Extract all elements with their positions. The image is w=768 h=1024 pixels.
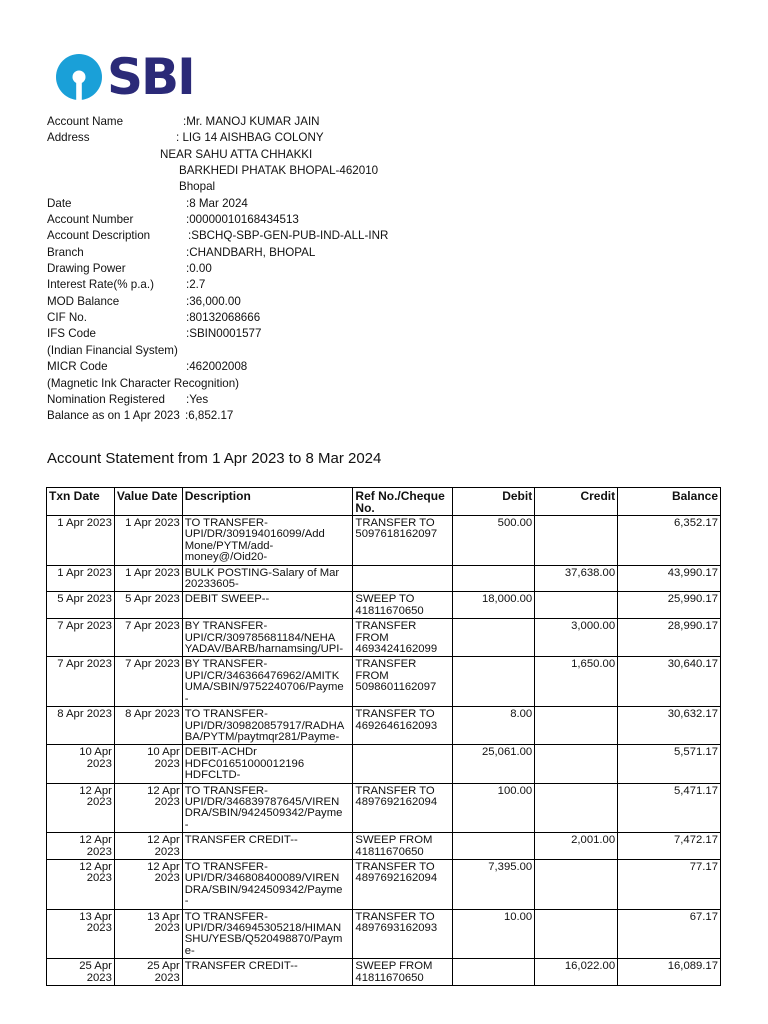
header-balance: Balance (618, 488, 721, 516)
table-row (47, 833, 721, 860)
header-description: Description (182, 488, 353, 516)
cell-line: TO TRANSFER- (184, 910, 268, 923)
cell-txn-date: 7 Apr 2023 (47, 619, 115, 657)
cell-value-date: 8 Apr 2023 (114, 707, 182, 745)
table-row (47, 909, 721, 959)
cell-txn-date (47, 859, 115, 909)
cell-line: TRANSFER CREDIT-- (184, 834, 298, 847)
cell-debit (453, 657, 535, 707)
cell-line: 4897692162094 (355, 872, 438, 885)
header-debit: Debit (453, 488, 535, 516)
cell-line: TRANSFER TO (355, 784, 435, 797)
cell-value-date: 7 Apr 2023 (114, 657, 182, 707)
account-info-label: MOD Balance (47, 294, 120, 308)
cell-value-date: 7 Apr 2023 (114, 619, 182, 657)
table-row (47, 783, 721, 833)
cell-ref-no (353, 592, 453, 619)
cell-ref-no (353, 657, 453, 707)
cell-line: DRA/SBIN/9424509342/Payme (184, 883, 343, 896)
cell-line: TRANSFER TO (355, 517, 435, 529)
cell-line: TO TRANSFER- (184, 708, 268, 721)
table-row (47, 619, 721, 657)
account-info-label: MICR Code (47, 360, 108, 374)
cell-line: TRANSFER (355, 620, 417, 633)
cell-ref-no (353, 833, 453, 860)
cell-line: 2023 (154, 845, 180, 858)
cell-line: - (184, 818, 189, 831)
table-row (47, 959, 721, 986)
cell-line: FROM (355, 631, 389, 644)
account-info-label: (Magnetic Ink Character Recognition) (47, 376, 240, 390)
cell-line: UPI/DR/346839787645/VIREN (184, 795, 340, 808)
cell-line: 12 Apr (79, 784, 112, 797)
cell-value-date (114, 859, 182, 909)
cell-balance: 30,640.17 (618, 657, 721, 707)
account-info-value: :2.7 (186, 278, 206, 292)
cell-credit (535, 592, 618, 619)
cell-line: 2023 (86, 757, 112, 770)
cell-line: 41811670650 (355, 971, 424, 984)
cell-credit: 1,650.00 (535, 657, 618, 707)
cell-line: TRANSFER TO (355, 910, 435, 923)
cell-description (182, 783, 353, 833)
account-info-value: : LIG 14 AISHBAG COLONY (176, 131, 324, 145)
cell-debit: 7,395.00 (453, 859, 535, 909)
cell-line: SWEEP TO (355, 593, 415, 606)
table-header-row (47, 488, 721, 516)
account-info-value: :CHANDBARH, BHOPAL (186, 245, 316, 259)
cell-line: 20233605- (184, 578, 239, 591)
cell-balance: 5,471.17 (618, 783, 721, 833)
account-info-value: :0.00 (186, 262, 212, 276)
cell-line: 2023 (154, 872, 180, 885)
table-row (47, 707, 721, 745)
cell-credit (535, 516, 618, 566)
cell-line: 2023 (86, 922, 112, 934)
cell-description (182, 619, 353, 657)
cell-line: UPI/DR/346945305218/HIMAN (184, 922, 342, 934)
cell-line: 2023 (154, 971, 180, 984)
cell-description (182, 833, 353, 860)
cell-line: HDFC01651000012196 (184, 757, 305, 770)
cell-line: 41811670650 (355, 604, 424, 617)
cell-ref-no (353, 707, 453, 745)
account-info-value: :36,000.00 (186, 294, 241, 308)
account-info-value: :SBCHQ-SBP-GEN-PUB-IND-ALL-INR (188, 229, 389, 243)
cell-value-date: 1 Apr 2023 (114, 565, 182, 592)
cell-txn-date: 5 Apr 2023 (47, 592, 115, 619)
cell-line: FROM (355, 669, 389, 682)
cell-description (182, 516, 353, 566)
cell-line: 4897693162093 (355, 922, 438, 934)
cell-description (182, 859, 353, 909)
cell-line: 2023 (154, 757, 180, 770)
table-row (47, 516, 721, 566)
table-row (47, 592, 721, 619)
cell-balance: 25,990.17 (618, 592, 721, 619)
cell-line: TRANSFER TO (355, 708, 435, 721)
cell-value-date: 5 Apr 2023 (114, 592, 182, 619)
header-txn-date: Txn Date (47, 488, 115, 516)
account-info-label: Nomination Registered (47, 392, 165, 406)
cell-line: 25 Apr (147, 960, 180, 973)
cell-credit: 37,638.00 (535, 565, 618, 592)
cell-line: UMA/SBIN/9752240706/Payme (184, 681, 344, 694)
cell-ref-no (353, 619, 453, 657)
cell-balance: 43,990.17 (618, 565, 721, 592)
cell-credit (535, 745, 618, 783)
table-row (47, 657, 721, 707)
cell-description (182, 909, 353, 959)
cell-txn-date: 8 Apr 2023 (47, 707, 115, 745)
account-info-value: :Mr. MANOJ KUMAR JAIN (183, 115, 320, 128)
header-credit: Credit (535, 488, 618, 516)
cell-value-date (114, 909, 182, 959)
cell-debit: 8.00 (453, 707, 535, 745)
cell-line: 25 Apr (79, 960, 112, 973)
cell-line: 2023 (154, 922, 180, 934)
cell-txn-date (47, 745, 115, 783)
account-info-label: Account Description (47, 229, 151, 243)
cell-line: Mone/PYTM/add- (184, 539, 274, 552)
cell-line: TRANSFER TO (355, 860, 435, 873)
cell-txn-date: 1 Apr 2023 (47, 516, 115, 566)
cell-debit: 500.00 (453, 516, 535, 566)
cell-line: 4692646162093 (355, 719, 438, 732)
cell-line: UPI/DR/346808400089/VIREN (184, 872, 340, 885)
cell-credit (535, 909, 618, 959)
cell-line: TRANSFER (355, 658, 417, 671)
cell-line: UPI/CR/346366476962/AMITK (184, 669, 340, 682)
cell-balance: 7,472.17 (618, 833, 721, 860)
cell-line: TO TRANSFER- (184, 517, 268, 529)
cell-line: SWEEP FROM (355, 834, 433, 847)
account-info-label: Date (47, 196, 72, 210)
cell-line: SHU/YESB/Q520498870/Paym (184, 933, 343, 946)
cell-line: 12 Apr (147, 860, 180, 873)
cell-line: 4897692162094 (355, 795, 438, 808)
cell-ref-no (353, 565, 453, 592)
statement-title: Account Statement from 1 Apr 2023 to 8 Mar 2024 (47, 450, 382, 467)
account-info-label: IFS Code (47, 327, 96, 341)
account-info-value: :6,852.17 (185, 409, 234, 423)
account-info-value: :462002008 (186, 360, 248, 374)
cell-line: YADAV/BARB/harnamsing/UPI- (184, 643, 344, 656)
cell-description (182, 592, 353, 619)
account-info-label: Branch (47, 245, 84, 259)
account-info-value: BARKHEDI PHATAK BHOPAL-462010 (179, 164, 379, 178)
account-info-value: :00000010168434513 (186, 213, 299, 227)
cell-value-date (114, 783, 182, 833)
cell-txn-date: 7 Apr 2023 (47, 657, 115, 707)
cell-ref-no (353, 859, 453, 909)
cell-line: - (184, 692, 189, 705)
cell-line: SWEEP FROM (355, 960, 433, 973)
cell-credit (535, 783, 618, 833)
cell-txn-date (47, 833, 115, 860)
transactions-table (46, 487, 721, 986)
cell-balance: 67.17 (618, 909, 721, 959)
cell-txn-date (47, 783, 115, 833)
cell-line: e- (184, 944, 195, 957)
cell-balance: 6,352.17 (618, 516, 721, 566)
cell-balance: 5,571.17 (618, 745, 721, 783)
cell-line: 2023 (86, 795, 112, 808)
cell-ref-no (353, 745, 453, 783)
cell-ref-no (353, 959, 453, 986)
cell-line: - (184, 895, 189, 908)
account-info-label: Account Number (47, 213, 134, 227)
cell-description (182, 565, 353, 592)
header-value-date: Value Date (114, 488, 182, 516)
cell-balance: 28,990.17 (618, 619, 721, 657)
cell-line: 5097618162097 (355, 528, 438, 541)
cell-txn-date (47, 959, 115, 986)
cell-debit: 10.00 (453, 909, 535, 959)
cell-line: 2023 (86, 845, 112, 858)
cell-line: UPI/CR/309785681184/NEHA (184, 631, 336, 644)
cell-line: 12 Apr (147, 784, 180, 797)
account-info-label: Drawing Power (47, 262, 126, 276)
cell-line: 2023 (86, 872, 112, 885)
cell-value-date: 1 Apr 2023 (114, 516, 182, 566)
cell-ref-no (353, 783, 453, 833)
account-info-value: :Yes (186, 392, 209, 406)
cell-debit: 100.00 (453, 783, 535, 833)
cell-line: BULK POSTING-Salary of Mar (184, 566, 340, 579)
account-info-label: (Indian Financial System) (47, 343, 178, 357)
cell-description (182, 657, 353, 707)
cell-credit: 2,001.00 (535, 833, 618, 860)
cell-line: 41811670650 (355, 845, 424, 858)
header-ref-no: Ref No./Cheque No. (353, 488, 453, 516)
cell-line: 2023 (86, 971, 112, 984)
cell-description (182, 959, 353, 986)
cell-txn-date (47, 909, 115, 959)
cell-debit: 18,000.00 (453, 592, 535, 619)
account-info-label: CIF No. (47, 311, 87, 325)
cell-line: UPI/DR/309820857917/RADHA (184, 719, 345, 732)
sbi-logo (55, 48, 194, 106)
cell-ref-no (353, 909, 453, 959)
account-info-value: :SBIN0001577 (186, 327, 262, 341)
table-row (47, 745, 721, 783)
cell-line: DEBIT-ACHDr (184, 746, 257, 759)
cell-balance: 30,632.17 (618, 707, 721, 745)
table-row (47, 565, 721, 592)
cell-description (182, 707, 353, 745)
cell-debit: 25,061.00 (453, 745, 535, 783)
cell-line: BY TRANSFER- (184, 620, 268, 633)
cell-balance: 16,089.17 (618, 959, 721, 986)
cell-debit (453, 565, 535, 592)
cell-ref-no (353, 516, 453, 566)
account-info-label: Balance as on 1 Apr 2023 (47, 409, 180, 423)
cell-line: 13 Apr (147, 910, 180, 923)
account-info-label: Address (47, 131, 90, 145)
cell-line: 10 Apr (147, 746, 180, 759)
cell-balance: 77.17 (618, 859, 721, 909)
cell-debit (453, 619, 535, 657)
sbi-keyhole-icon (55, 53, 103, 101)
cell-line: BA/PYTM/paytmqr281/Payme- (184, 730, 340, 743)
cell-credit (535, 859, 618, 909)
account-info-label: Account Name (47, 115, 124, 128)
cell-line: 13 Apr (79, 910, 112, 923)
account-info-value: Bhopal (179, 180, 216, 194)
cell-line: HDFCLTD- (184, 769, 241, 782)
cell-line: TO TRANSFER- (184, 784, 268, 797)
cell-value-date (114, 745, 182, 783)
cell-line: 10 Apr (79, 746, 112, 759)
table-row (47, 859, 721, 909)
account-info-value: :8 Mar 2024 (186, 196, 248, 210)
cell-line: UPI/DR/309194016099/Add (184, 528, 325, 541)
sbi-logo-text: SBI (107, 48, 194, 106)
account-info-value: NEAR SAHU ATTA CHHAKKI (160, 147, 313, 161)
cell-credit: 16,022.00 (535, 959, 618, 986)
cell-txn-date: 1 Apr 2023 (47, 565, 115, 592)
cell-line: money@/Oid20- (184, 551, 268, 564)
account-info-value: :80132068666 (186, 311, 261, 325)
account-info-label: Interest Rate(% p.a.) (47, 278, 154, 292)
cell-line: BY TRANSFER- (184, 658, 268, 671)
cell-credit (535, 707, 618, 745)
cell-value-date (114, 833, 182, 860)
cell-value-date (114, 959, 182, 986)
cell-credit: 3,000.00 (535, 619, 618, 657)
cell-line: 12 Apr (79, 860, 112, 873)
cell-line: DEBIT SWEEP-- (184, 593, 270, 606)
cell-line: DRA/SBIN/9424509342/Payme (184, 807, 343, 820)
cell-line: 4693424162099 (355, 643, 438, 656)
cell-description (182, 745, 353, 783)
cell-line: 5098601162097 (355, 681, 437, 694)
cell-line: 12 Apr (147, 834, 180, 847)
cell-line: TO TRANSFER- (184, 860, 268, 873)
cell-debit (453, 959, 535, 986)
cell-line: 12 Apr (79, 834, 112, 847)
cell-line: TRANSFER CREDIT-- (184, 960, 298, 973)
cell-debit (453, 833, 535, 860)
cell-line: 2023 (154, 795, 180, 808)
